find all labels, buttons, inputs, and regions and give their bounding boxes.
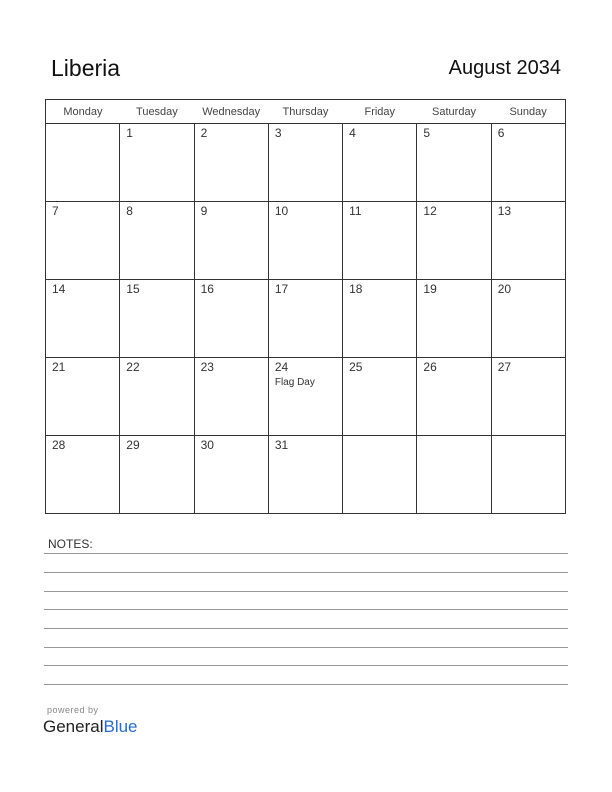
day-cell [120,124,194,202]
day-cell [46,202,120,280]
country-title: Liberia [51,55,121,81]
day-cell [491,358,565,436]
day-cell [343,358,417,436]
note-line [44,628,568,629]
day-cell [46,280,120,358]
day-number: 15 [126,282,140,296]
note-line [44,665,568,666]
day-cell [343,202,417,280]
weekday-header-row [46,100,566,124]
day-cell [343,124,417,202]
day-number: 30 [200,438,214,452]
note-line [44,609,568,610]
generalblue-logo [43,717,138,737]
day-cell [120,358,194,436]
day-cell [194,436,268,514]
day-number: 8 [126,204,133,218]
month-year-title: August 2034 [448,57,561,79]
day-number: 9 [200,204,208,218]
day-cell [417,202,491,280]
week-row [46,124,566,202]
day-number: 6 [497,126,505,140]
day-number: 18 [349,282,363,296]
day-cell [120,436,194,514]
day-number: 13 [497,204,512,218]
note-line [44,647,568,648]
day-number: 16 [200,282,214,296]
note-line [44,553,568,554]
day-number: 26 [423,360,437,374]
powered-by-text: powered by [47,705,99,715]
week-row [46,358,566,436]
day-number: 12 [423,204,437,218]
day-number: 4 [349,126,356,140]
day-cell [417,124,491,202]
weekday-sunday: Sunday [491,100,565,124]
day-number: 24 [274,360,289,374]
day-number: 28 [52,438,66,452]
day-number: 10 [274,204,289,218]
day-cell [194,124,268,202]
calendar-grid [45,99,566,514]
day-cell [194,202,268,280]
day-number: 7 [52,204,59,218]
day-cell [491,202,565,280]
weekday-friday: Friday [343,100,417,124]
day-number: 11 [349,204,362,218]
note-line [44,572,568,573]
notes-label: NOTES: [48,537,93,551]
day-cell [194,280,268,358]
day-number: 5 [423,126,431,140]
day-cell [268,280,342,358]
note-line [44,684,568,685]
week-row [46,436,566,514]
day-number: 23 [200,360,214,374]
weekday-thursday: Thursday [268,100,342,124]
day-cell [194,358,268,436]
day-number: 21 [52,360,66,374]
day-cell [491,280,565,358]
day-cell [46,436,120,514]
day-number: 22 [126,360,140,374]
day-number: 25 [349,360,363,374]
holiday-label: Flag Day [274,377,315,388]
day-cell [343,280,417,358]
day-number: 17 [274,282,289,296]
day-cell [120,202,194,280]
weekday-monday: Monday [46,100,120,124]
day-cell [268,436,342,514]
day-number: 31 [274,438,289,452]
week-row [46,280,566,358]
day-number: 29 [126,438,140,452]
day-cell [417,280,491,358]
day-number: 3 [274,126,282,140]
day-cell [120,280,194,358]
note-line [44,591,568,592]
weekday-wednesday: Wednesday [194,100,268,124]
day-number: 27 [497,360,512,374]
day-cell [417,358,491,436]
day-cell [268,202,342,280]
brand-blue: Blue [103,717,138,736]
brand-general: General [43,717,104,736]
day-cell [491,124,565,202]
day-number: 14 [52,282,66,296]
day-cell [268,358,342,436]
weekday-saturday: Saturday [417,100,491,124]
day-cell [46,358,120,436]
day-cell [491,436,565,514]
day-number: 20 [497,282,512,296]
weekday-tuesday: Tuesday [120,100,194,124]
day-cell [46,124,120,202]
day-cell [417,436,491,514]
day-cell [268,124,342,202]
week-row [46,202,566,280]
day-number: 1 [126,126,133,140]
day-number: 2 [200,126,208,140]
day-number: 19 [423,282,437,296]
day-cell [343,436,417,514]
